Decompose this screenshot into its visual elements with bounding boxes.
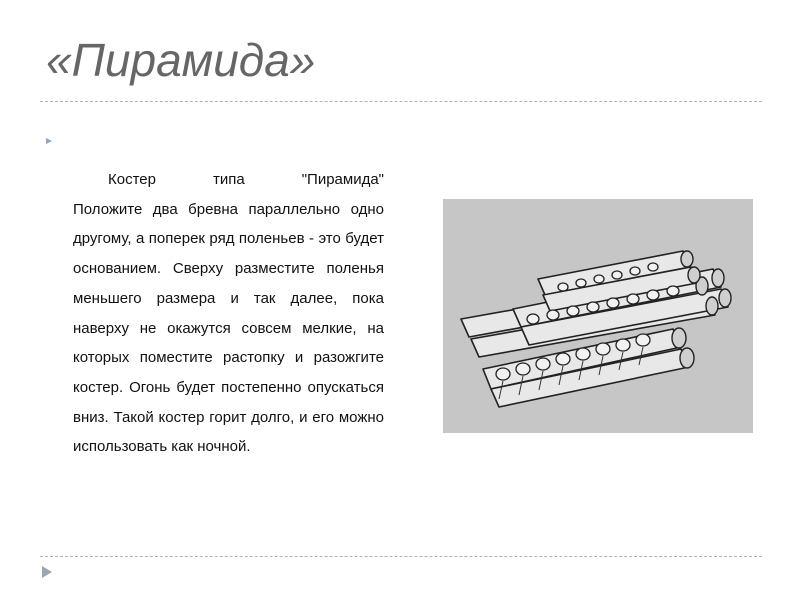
slide-title: «Пирамида» [46,34,316,86]
body-paragraph [73,165,384,462]
footer-arrow-icon [42,566,52,578]
body-heading: Костер типа "Пирамида" [108,171,384,188]
bullet-arrow-icon [46,138,52,144]
campfire-illustration [443,199,753,433]
top-divider [40,101,762,102]
body-text: Положите два бревна параллельно одно другому, а поперек ряд поленьев - это будет основанием. Сверху разместите поленья меньшего размера и так далее, пока наверху не окажутся совсем мелкие, на которых поместите растопку и разожгите костер. Огонь будет постепенно опускаться вниз. Такой костер горит долго, и его можно использовать как ночной. [73,200,384,456]
bottom-divider [40,556,762,557]
log-pyramid-icon [443,199,753,433]
